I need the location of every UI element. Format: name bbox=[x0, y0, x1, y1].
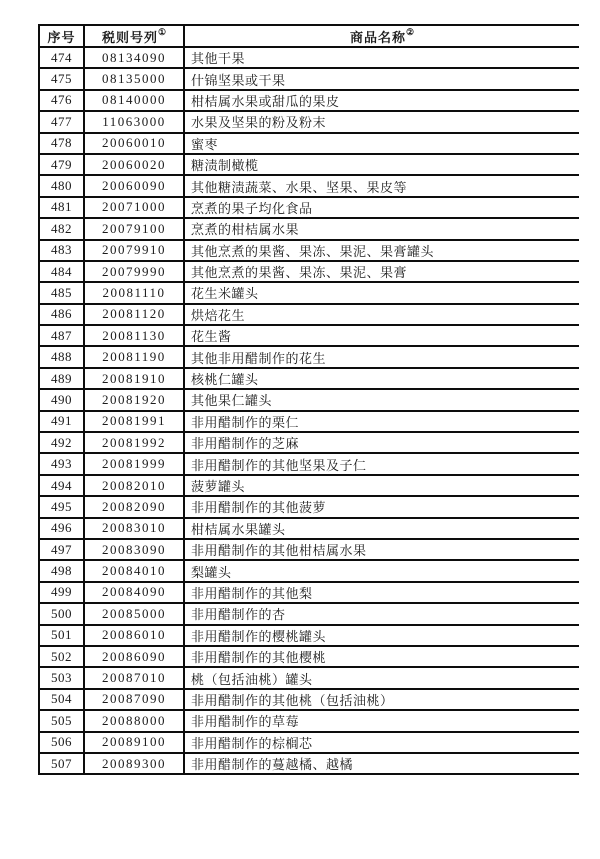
cell-tariff-code: 20060020 bbox=[84, 154, 184, 175]
cell-product-name: 非用醋制作的棕榈芯 bbox=[184, 732, 579, 753]
cell-tariff-code: 20081991 bbox=[84, 411, 184, 432]
cell-serial: 503 bbox=[39, 667, 84, 688]
cell-tariff-code: 08135000 bbox=[84, 68, 184, 89]
cell-product-name: 烹煮的柑桔属水果 bbox=[184, 218, 579, 239]
cell-tariff-code: 20086090 bbox=[84, 646, 184, 667]
cell-product-name: 梨罐头 bbox=[184, 560, 579, 581]
table-row bbox=[39, 518, 579, 539]
cell-tariff-code: 20079100 bbox=[84, 218, 184, 239]
cell-product-name: 桃（包括油桃）罐头 bbox=[184, 667, 579, 688]
col-header-serial-label: 序号 bbox=[47, 29, 76, 45]
cell-serial: 485 bbox=[39, 282, 84, 303]
cell-serial: 484 bbox=[39, 261, 84, 282]
cell-serial: 495 bbox=[39, 496, 84, 517]
cell-serial: 474 bbox=[39, 47, 84, 68]
cell-serial: 488 bbox=[39, 346, 84, 367]
cell-product-name: 什锦坚果或干果 bbox=[184, 68, 579, 89]
cell-serial: 478 bbox=[39, 133, 84, 154]
table-row bbox=[39, 175, 579, 196]
table-row bbox=[39, 625, 579, 646]
cell-product-name: 其他烹煮的果酱、果冻、果泥、果膏罐头 bbox=[184, 240, 579, 261]
cell-tariff-code: 20079990 bbox=[84, 261, 184, 282]
cell-tariff-code: 20085000 bbox=[84, 603, 184, 624]
cell-tariff-code: 20084010 bbox=[84, 560, 184, 581]
table-row bbox=[39, 68, 579, 89]
table-row bbox=[39, 346, 579, 367]
cell-serial: 499 bbox=[39, 582, 84, 603]
cell-product-name: 非用醋制作的杏 bbox=[184, 603, 579, 624]
cell-serial: 489 bbox=[39, 368, 84, 389]
table-row bbox=[39, 582, 579, 603]
cell-tariff-code: 11063000 bbox=[84, 111, 184, 132]
cell-product-name: 水果及坚果的粉及粉末 bbox=[184, 111, 579, 132]
cell-serial: 498 bbox=[39, 560, 84, 581]
cell-serial: 477 bbox=[39, 111, 84, 132]
cell-serial: 479 bbox=[39, 154, 84, 175]
cell-tariff-code: 20082010 bbox=[84, 475, 184, 496]
table-row bbox=[39, 432, 579, 453]
table-row bbox=[39, 218, 579, 239]
table-row bbox=[39, 539, 579, 560]
col-header-tariff-code-label: 税则号列 bbox=[101, 29, 158, 45]
cell-serial: 487 bbox=[39, 325, 84, 346]
cell-product-name: 其他果仁罐头 bbox=[184, 389, 579, 410]
cell-serial: 481 bbox=[39, 197, 84, 218]
cell-serial: 502 bbox=[39, 646, 84, 667]
table-body bbox=[39, 47, 579, 774]
cell-product-name: 其他非用醋制作的花生 bbox=[184, 346, 579, 367]
cell-tariff-code: 20089300 bbox=[84, 753, 184, 774]
cell-serial: 506 bbox=[39, 732, 84, 753]
cell-tariff-code: 20086010 bbox=[84, 625, 184, 646]
cell-tariff-code: 08134090 bbox=[84, 47, 184, 68]
cell-product-name: 非用醋制作的其他梨 bbox=[184, 582, 579, 603]
cell-product-name: 柑桔属水果或甜瓜的果皮 bbox=[184, 90, 579, 111]
cell-tariff-code: 20060010 bbox=[84, 133, 184, 154]
tariff-code-footnote-marker: ① bbox=[157, 27, 167, 38]
cell-serial: 476 bbox=[39, 90, 84, 111]
table-row bbox=[39, 475, 579, 496]
cell-serial: 500 bbox=[39, 603, 84, 624]
cell-product-name: 花生酱 bbox=[184, 325, 579, 346]
cell-tariff-code: 20083090 bbox=[84, 539, 184, 560]
cell-tariff-code: 08140000 bbox=[84, 90, 184, 111]
cell-product-name: 非用醋制作的樱桃罐头 bbox=[184, 625, 579, 646]
cell-serial: 501 bbox=[39, 625, 84, 646]
cell-tariff-code: 20081130 bbox=[84, 325, 184, 346]
table-row bbox=[39, 646, 579, 667]
col-header-serial bbox=[39, 25, 84, 47]
cell-tariff-code: 20083010 bbox=[84, 518, 184, 539]
cell-product-name: 非用醋制作的芝麻 bbox=[184, 432, 579, 453]
cell-serial: 496 bbox=[39, 518, 84, 539]
cell-tariff-code: 20081999 bbox=[84, 453, 184, 474]
cell-serial: 490 bbox=[39, 389, 84, 410]
cell-serial: 486 bbox=[39, 304, 84, 325]
table-row bbox=[39, 411, 579, 432]
cell-tariff-code: 20082090 bbox=[84, 496, 184, 517]
tariff-table bbox=[38, 24, 579, 775]
cell-tariff-code: 20081190 bbox=[84, 346, 184, 367]
header-row bbox=[39, 25, 579, 47]
cell-product-name: 非用醋制作的草莓 bbox=[184, 710, 579, 731]
cell-serial: 505 bbox=[39, 710, 84, 731]
cell-product-name: 柑桔属水果罐头 bbox=[184, 518, 579, 539]
cell-product-name: 非用醋制作的其他桃（包括油桃） bbox=[184, 689, 579, 710]
cell-product-name: 非用醋制作的其他樱桃 bbox=[184, 646, 579, 667]
cell-product-name: 非用醋制作的其他柑桔属水果 bbox=[184, 539, 579, 560]
col-header-product-name bbox=[184, 25, 579, 47]
table-row bbox=[39, 47, 579, 68]
cell-tariff-code: 20081110 bbox=[84, 282, 184, 303]
table-row bbox=[39, 325, 579, 346]
table-row bbox=[39, 304, 579, 325]
cell-tariff-code: 20081920 bbox=[84, 389, 184, 410]
cell-tariff-code: 20089100 bbox=[84, 732, 184, 753]
cell-product-name: 其他糖渍蔬菜、水果、坚果、果皮等 bbox=[184, 175, 579, 196]
cell-serial: 491 bbox=[39, 411, 84, 432]
cell-serial: 482 bbox=[39, 218, 84, 239]
table-row bbox=[39, 133, 579, 154]
cell-tariff-code: 20087010 bbox=[84, 667, 184, 688]
cell-product-name: 烘焙花生 bbox=[184, 304, 579, 325]
table-row bbox=[39, 496, 579, 517]
table-row bbox=[39, 710, 579, 731]
col-header-tariff-code bbox=[84, 25, 184, 47]
table-row bbox=[39, 603, 579, 624]
col-header-product-name-label: 商品名称 bbox=[349, 29, 406, 45]
cell-serial: 504 bbox=[39, 689, 84, 710]
cell-serial: 475 bbox=[39, 68, 84, 89]
table-row bbox=[39, 389, 579, 410]
cell-product-name: 菠萝罐头 bbox=[184, 475, 579, 496]
cell-tariff-code: 20087090 bbox=[84, 689, 184, 710]
cell-product-name: 非用醋制作的其他菠萝 bbox=[184, 496, 579, 517]
table-row bbox=[39, 197, 579, 218]
cell-tariff-code: 20081120 bbox=[84, 304, 184, 325]
cell-tariff-code: 20079910 bbox=[84, 240, 184, 261]
table-row bbox=[39, 261, 579, 282]
table-row bbox=[39, 154, 579, 175]
table-row bbox=[39, 732, 579, 753]
table-row bbox=[39, 753, 579, 774]
product-name-footnote-marker: ② bbox=[405, 27, 415, 38]
cell-serial: 493 bbox=[39, 453, 84, 474]
table-row bbox=[39, 111, 579, 132]
cell-product-name: 花生米罐头 bbox=[184, 282, 579, 303]
cell-tariff-code: 20071000 bbox=[84, 197, 184, 218]
cell-serial: 497 bbox=[39, 539, 84, 560]
cell-product-name: 糖渍制橄榄 bbox=[184, 154, 579, 175]
table-row bbox=[39, 240, 579, 261]
cell-product-name: 蜜枣 bbox=[184, 133, 579, 154]
table-row bbox=[39, 90, 579, 111]
cell-tariff-code: 20081992 bbox=[84, 432, 184, 453]
cell-serial: 483 bbox=[39, 240, 84, 261]
cell-product-name: 其他烹煮的果酱、果冻、果泥、果膏 bbox=[184, 261, 579, 282]
table-row bbox=[39, 689, 579, 710]
cell-product-name: 非用醋制作的其他坚果及子仁 bbox=[184, 453, 579, 474]
cell-tariff-code: 20088000 bbox=[84, 710, 184, 731]
cell-serial: 507 bbox=[39, 753, 84, 774]
table-row bbox=[39, 282, 579, 303]
cell-product-name: 烹煮的果子均化食品 bbox=[184, 197, 579, 218]
cell-product-name: 非用醋制作的蔓越橘、越橘 bbox=[184, 753, 579, 774]
cell-tariff-code: 20084090 bbox=[84, 582, 184, 603]
table-row bbox=[39, 368, 579, 389]
cell-tariff-code: 20060090 bbox=[84, 175, 184, 196]
cell-serial: 492 bbox=[39, 432, 84, 453]
table-row bbox=[39, 667, 579, 688]
table-row bbox=[39, 560, 579, 581]
cell-product-name: 其他干果 bbox=[184, 47, 579, 68]
cell-serial: 480 bbox=[39, 175, 84, 196]
cell-product-name: 核桃仁罐头 bbox=[184, 368, 579, 389]
cell-serial: 494 bbox=[39, 475, 84, 496]
cell-product-name: 非用醋制作的栗仁 bbox=[184, 411, 579, 432]
table-row bbox=[39, 453, 579, 474]
cell-tariff-code: 20081910 bbox=[84, 368, 184, 389]
